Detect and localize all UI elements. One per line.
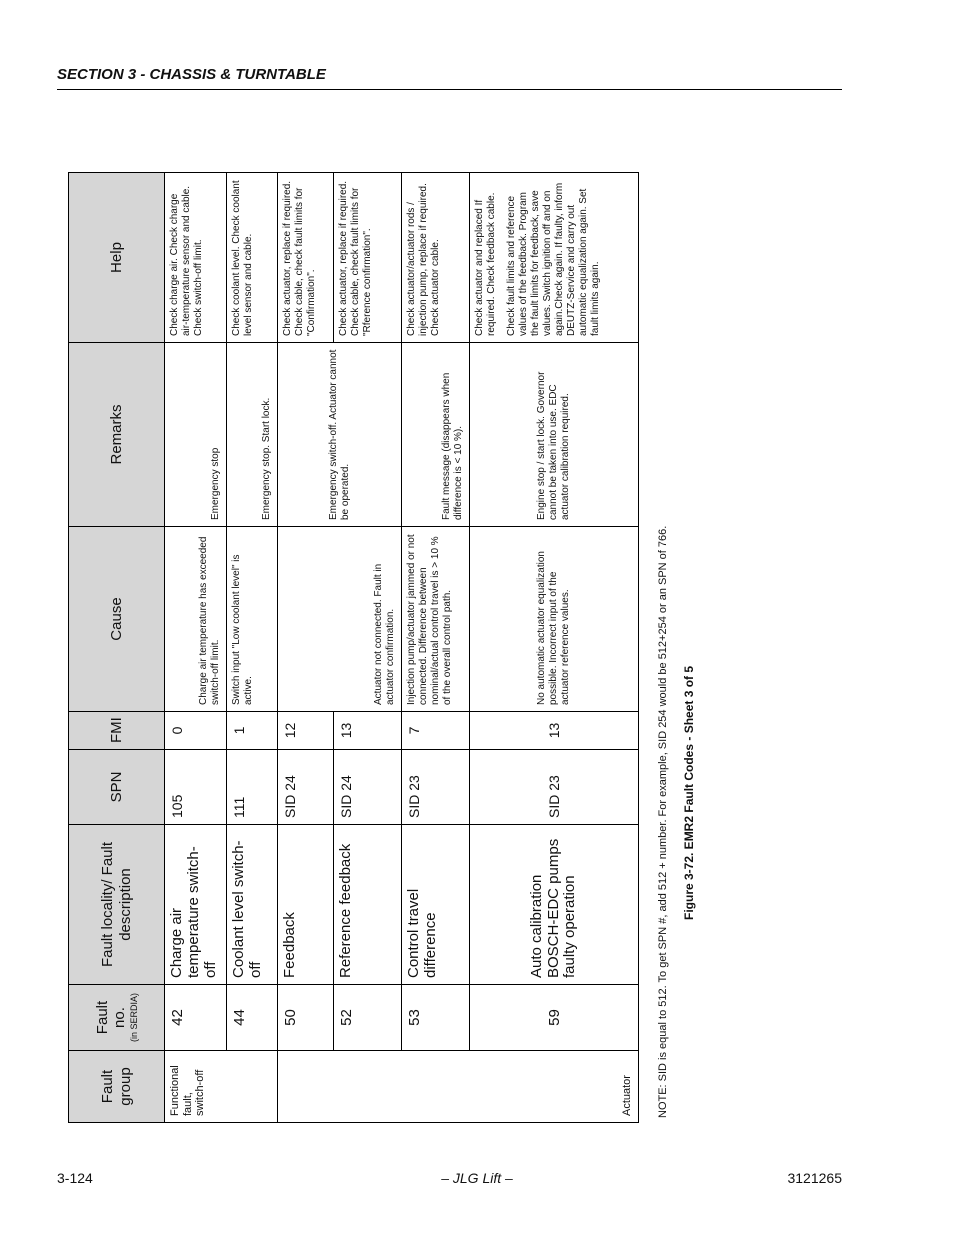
fault-no: 42	[165, 985, 227, 1051]
cause-text: Charge air temperature has exceeded switch-off limit.	[165, 527, 227, 712]
remarks-text: Emergency stop	[165, 343, 227, 527]
help-text: Check actuator, replace if required. Check cable, check fault limits for "Rference confirmation".	[334, 173, 402, 343]
fault-description: Charge air temperature switch-off	[165, 825, 227, 985]
remarks-text: Emergency stop. Start lock.	[227, 343, 278, 527]
help-text: Check actuator/actuator rods / injection pump, replace if required. Check actuator cable.	[402, 173, 470, 343]
group-functional: Functional fault, switch-off	[165, 1051, 278, 1123]
fmi-value: 12	[278, 712, 334, 750]
fault-no: 44	[227, 985, 278, 1051]
section-header: SECTION 3 - CHASSIS & TURNTABLE	[57, 66, 326, 83]
header-remarks: Remarks	[69, 343, 165, 527]
remarks-text: Engine stop / start lock. Governor cannot be taken into use. EDC actuator calibration required.	[470, 343, 639, 527]
fmi-value: 1	[227, 712, 278, 750]
document-number: 3121265	[787, 1170, 842, 1186]
fault-description: Reference feedback	[334, 825, 402, 985]
table-row	[278, 173, 334, 1123]
table-header-row	[69, 173, 165, 1123]
spn-value: 111	[227, 750, 278, 825]
help-text: Check charge air. Check charge air-temperature sensor and cable. Check switch-off limit.	[165, 173, 227, 343]
spn-value: SID 23	[402, 750, 470, 825]
header-cause: Cause	[69, 527, 165, 712]
fmi-value: 13	[334, 712, 402, 750]
fmi-value: 0	[165, 712, 227, 750]
table-row	[470, 173, 639, 1123]
cause-text: Injection pump/actuator jammed or not connected. Difference between nominal/actual control travel is > 10 % of the overall control path.	[402, 527, 470, 712]
header-fault-no-sub: (in SERDIA)	[128, 993, 139, 1043]
header-fault-group: Fault group	[69, 1051, 165, 1123]
help-text: Check coolant level. Check coolant level sensor and cable.	[227, 173, 278, 343]
cause-text: No automatic actuator equalization possible. Incorrect input of the actuator reference values.	[470, 527, 639, 712]
header-rule	[57, 89, 842, 90]
footer-brand: – JLG Lift –	[441, 1170, 513, 1186]
help-text-part-b: Check fault limits and reference values of the feedback. Program the fault limits for feedback, save values. Switch ignition off and on again.Check again. If faulty, inform DEUTZ-Service and carry out automatic equalization again. Set fault limits again.	[506, 182, 601, 336]
header-fault-no	[69, 985, 165, 1051]
fault-description: Feedback	[278, 825, 334, 985]
fault-no: 52	[334, 985, 402, 1051]
fault-no: 59	[470, 985, 639, 1051]
fmi-value: 13	[470, 712, 639, 750]
table-row	[165, 173, 227, 1123]
group-actuator: Actuator	[278, 1051, 639, 1123]
fault-description: Auto calibration BOSCH-EDC pumps faulty operation	[470, 825, 639, 985]
spn-value: SID 24	[278, 750, 334, 825]
header-fmi: FMI	[69, 712, 165, 750]
header-fault-description: Fault locality/ Fault description	[69, 825, 165, 985]
spn-value: SID 24	[334, 750, 402, 825]
fault-no: 53	[402, 985, 470, 1051]
header-help: Help	[69, 173, 165, 343]
spn-value: 105	[165, 750, 227, 825]
fmi-value: 7	[402, 712, 470, 750]
help-text-part-a: Check actuator and replaced If required. Check feedback cable.	[474, 192, 497, 336]
page-number: 3-124	[57, 1170, 93, 1186]
fault-codes-table-rotated	[68, 173, 638, 1123]
table-row	[227, 173, 278, 1123]
remarks-text: Fault message (disappears when difference is < 10 %).	[402, 343, 470, 527]
figure-caption: Figure 3-72. EMR2 Fault Codes - Sheet 3 of 5	[682, 665, 696, 920]
sid-note: NOTE: SID is equal to 512. To get SPN #, add 512 + number. For example, SID 254 would be 512+254 or an SPN of 766.	[657, 525, 669, 1118]
help-text	[470, 173, 639, 343]
remarks-text: Emergency switch-off. Actuator cannot be operated.	[278, 343, 402, 527]
fault-description: Coolant level switch-off	[227, 825, 278, 985]
fault-codes-table	[68, 172, 639, 1123]
table-row	[402, 173, 470, 1123]
cause-text: Actuator not connected. Fault in actuator confirmation.	[278, 527, 402, 712]
cause-text: Switch input "Low coolant level" is active.	[227, 527, 278, 712]
help-text: Check actuator, replace if required. Check cable, check fault limits for "Confirmation".	[278, 173, 334, 343]
header-spn: SPN	[69, 750, 165, 825]
fault-description: Control travel difference	[402, 825, 470, 985]
fault-no: 50	[278, 985, 334, 1051]
header-fault-no-label: Fault no.	[94, 1000, 129, 1035]
spn-value: SID 23	[470, 750, 639, 825]
